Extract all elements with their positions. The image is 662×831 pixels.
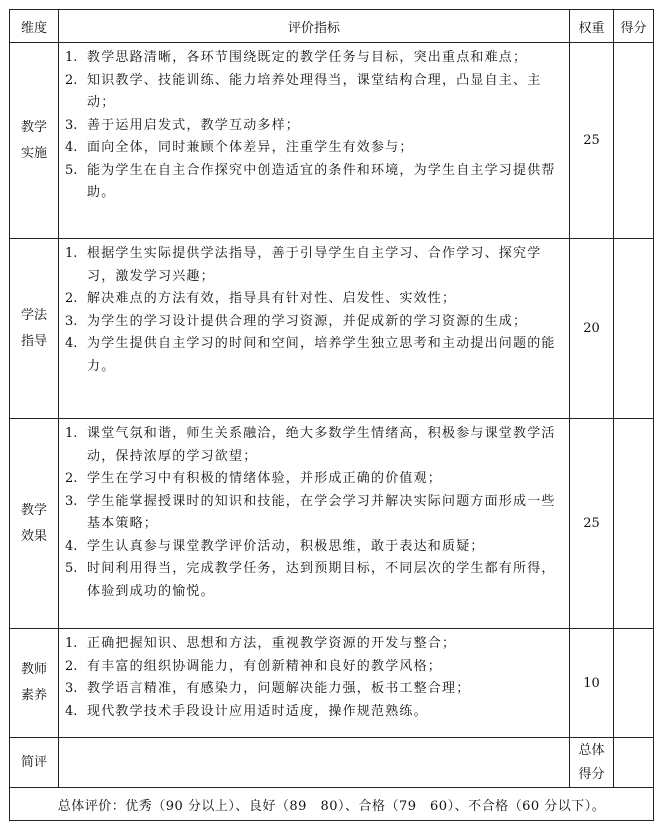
section-name: 学法 指导 xyxy=(10,239,59,419)
list-item: 4. 面向全体，同时兼顾个体差异，注重学生有效参与； xyxy=(65,140,414,155)
header-weight: 权重 xyxy=(570,10,614,43)
section-row-teaching-effect xyxy=(10,419,654,629)
weight-value: 25 xyxy=(570,419,614,629)
header-score: 得分 xyxy=(614,10,654,43)
criteria-list xyxy=(59,629,570,738)
overall-rating-note: 总体评价：优秀（90 分以上）、良好（89 80）、合格（79 60）、不合格（60 分以下）。 xyxy=(10,788,654,821)
comment-label: 简评 xyxy=(10,738,59,788)
list-item: 5. 能为学生在自主合作探究中创造适宜的条件和环境，为学生自主学习提供帮助。 xyxy=(65,162,556,200)
total-score-cell[interactable] xyxy=(614,738,654,788)
criteria-list xyxy=(59,239,570,419)
section-row-teacher-quality xyxy=(10,629,654,738)
list-item: 4. 为学生提供自主学习的时间和空间，培养学生独立思考和主动提出问题的能力。 xyxy=(65,336,556,374)
comment-row xyxy=(10,738,654,788)
list-item: 2. 知识教学、技能训练、能力培养处理得当，课堂结构合理，凸显自主、主动； xyxy=(65,72,542,110)
section-name: 教师 素养 xyxy=(10,629,59,738)
list-item: 4. 学生认真参与课堂教学评价活动，积极思维，敢于表达和质疑； xyxy=(65,538,485,554)
weight-value: 25 xyxy=(570,43,614,239)
list-item: 2. 解决难点的方法有效，指导具有针对性、启发性、实效性； xyxy=(65,291,457,306)
list-item: 3. 善于运用启发式，教学互动多样； xyxy=(65,117,301,133)
header-criteria: 评价指标 xyxy=(59,10,570,43)
section-row-teaching-implementation xyxy=(10,43,654,239)
comment-field[interactable] xyxy=(59,738,570,788)
list-item: 2. 有丰富的组织协调能力，有创新精神和良好的教学风格； xyxy=(65,658,443,674)
criteria-list xyxy=(59,419,570,629)
list-item: 2. 学生在学习中有积极的情绪体验，并形成正确的价值观； xyxy=(65,471,443,486)
score-cell[interactable] xyxy=(614,239,654,419)
list-item: 1. 教学思路清晰，各环节围绕既定的教学任务与目标，突出重点和难点； xyxy=(65,50,528,65)
list-item: 1. 根据学生实际提供学法指导，善于引导学生自主学习、合作学习、探究学习，激发学习兴趣； xyxy=(65,246,542,284)
total-score-label: 总体 得分 xyxy=(570,738,614,788)
header-row xyxy=(10,10,654,43)
section-row-learning-guidance xyxy=(10,239,654,419)
list-item: 3. 为学生的学习设计提供合理的学习资源，并促成新的学习资源的生成； xyxy=(65,313,528,329)
list-item: 5. 时间利用得当，完成教学任务，达到预期目标，不同层次的学生都有所得，体验到成功的愉悦。 xyxy=(65,561,556,599)
evaluation-table xyxy=(9,9,654,821)
list-item: 4. 现代教学技术手段设计应用适时适度，操作规范熟练。 xyxy=(65,703,428,719)
score-cell[interactable] xyxy=(614,629,654,738)
score-cell[interactable] xyxy=(614,43,654,239)
section-name: 教学 实施 xyxy=(10,43,59,239)
list-item: 3. 教学语言精准，有感染力，问题解决能力强，板书工整合理； xyxy=(65,681,471,696)
score-cell[interactable] xyxy=(614,419,654,629)
list-item: 3. 学生能掌握授课时的知识和技能，在学会学习并解决实际问题方面形成一些基本策略； xyxy=(65,493,556,531)
list-item: 1. 正确把握知识、思想和方法，重视教学资源的开发与整合； xyxy=(65,636,457,651)
header-dimension: 维度 xyxy=(10,10,59,43)
list-item: 1. 课堂气氛和谐，师生关系融洽，绝大多数学生情绪高，积极参与课堂教学活动，保持浓厚的学习欲望； xyxy=(65,426,556,464)
section-name: 教学 效果 xyxy=(10,419,59,629)
weight-value: 20 xyxy=(570,239,614,419)
footer-row xyxy=(10,788,654,821)
criteria-list xyxy=(59,43,570,239)
weight-value: 10 xyxy=(570,629,614,738)
